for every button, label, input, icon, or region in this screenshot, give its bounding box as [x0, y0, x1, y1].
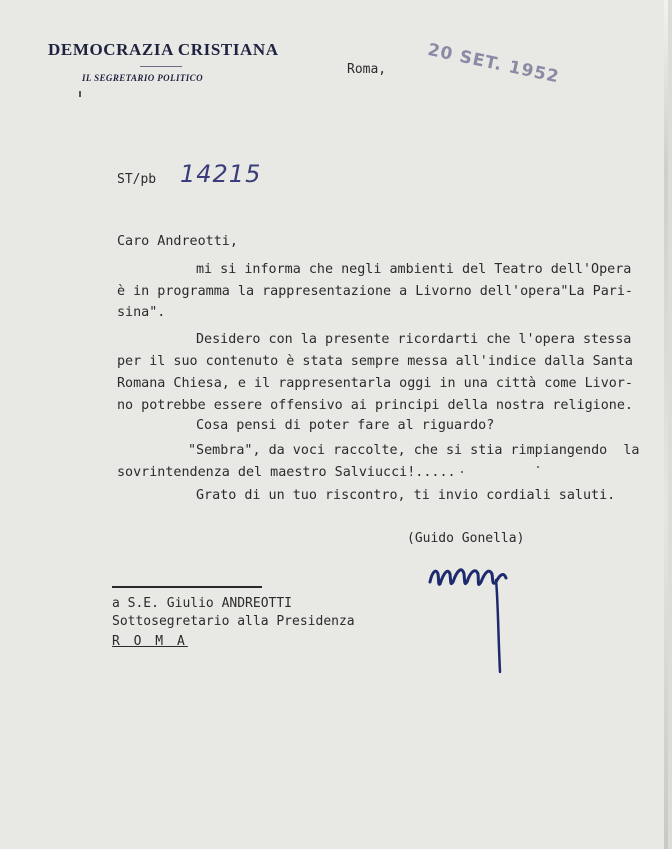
paragraph-1-line-3: sina".: [117, 305, 166, 320]
salutation: Caro Andreotti,: [117, 234, 238, 249]
reference-code: ST/pb: [117, 172, 157, 187]
handwritten-signature: [426, 560, 536, 680]
address-rule: [112, 586, 262, 588]
paragraph-4-line-2: sovrintendenza del maestro Salviucci!.....: [117, 465, 456, 480]
recipient-city: R O M A: [112, 634, 188, 649]
pen-mark: [79, 91, 81, 97]
paragraph-2-line-4: no potrebbe essere offensivo ai principi della nostra religione.: [117, 398, 633, 413]
recipient-line-1: a S.E. Giulio ANDREOTTI: [112, 596, 293, 611]
recipient-line-2: Sottosegretario alla Presidenza: [112, 614, 355, 629]
received-date-stamp: 20 SET. 1952: [425, 40, 562, 88]
closing-signature-name: (Guido Gonella): [407, 531, 525, 546]
paper-speck: [537, 466, 539, 468]
paragraph-2-line-1: Desidero con la presente ricordarti che l'opera stessa: [196, 332, 632, 347]
letterhead-organization: DEMOCRAZIA CRISTIANA: [48, 40, 279, 59]
paragraph-5: Grato di un tuo riscontro, ti invio cordiali saluti.: [196, 488, 616, 503]
paragraph-2-line-2: per il suo contenuto è stata sempre messa all'indice dalla Santa: [117, 354, 633, 369]
letterhead-rule: [140, 66, 182, 67]
paragraph-3: Cosa pensi di poter fare al riguardo?: [196, 418, 495, 433]
paragraph-1-line-2: è in programma la rappresentazione a Livorno dell'opera"La Pari-: [117, 284, 633, 299]
handwritten-protocol-number: 14215: [180, 160, 262, 188]
paragraph-4-line-1: "Sembra", da voci raccolte, che si stia rimpiangendo la: [188, 443, 640, 458]
paper-speck: [461, 471, 463, 473]
place-line: Roma,: [347, 62, 387, 77]
page-edge: [664, 0, 668, 849]
letterhead-subtitle: IL SEGRETARIO POLITICO: [82, 73, 203, 83]
paragraph-1-line-1: mi si informa che negli ambienti del Teatro dell'Opera: [196, 262, 632, 277]
paragraph-2-line-3: Romana Chiesa, e il rappresentarla oggi in una città come Livor-: [117, 376, 633, 391]
